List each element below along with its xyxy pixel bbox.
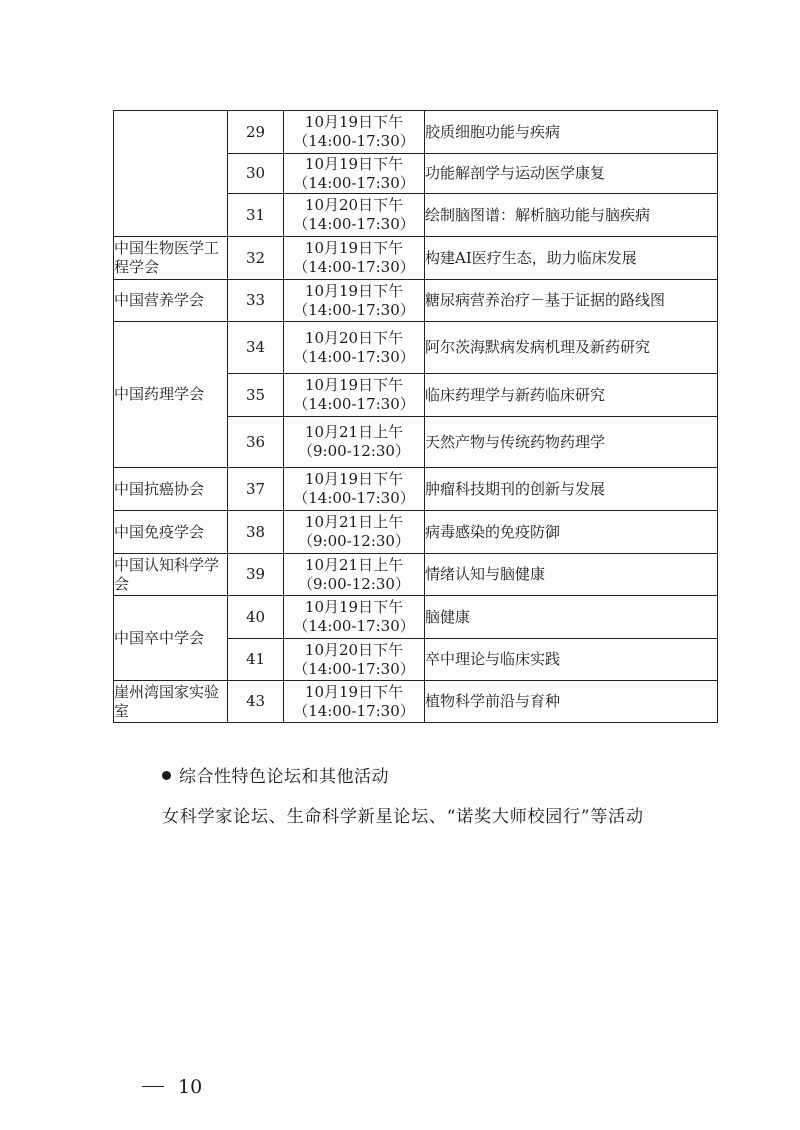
time-cell (284, 681, 425, 723)
forum-hours: （14:00-17:30） (293, 701, 415, 720)
table-row (114, 511, 718, 554)
forum-topic: 病毒感染的免疫防御 (425, 511, 718, 554)
time-cell (284, 554, 425, 596)
forum-number: 32 (228, 237, 284, 280)
forum-topic: 功能解剖学与运动医学康复 (425, 154, 718, 194)
organizer-name: 中国药理学会 (114, 322, 228, 468)
forum-hours: （14:00-17:30） (293, 617, 415, 635)
organizer-name: 中国生物医学工程学会 (114, 237, 228, 280)
forum-hours: （14:00-17:30） (293, 489, 415, 507)
time-cell (284, 596, 425, 639)
forum-hours: （14:00-17:30） (293, 347, 415, 366)
forum-topic: 肿瘤科技期刊的创新与发展 (425, 468, 718, 511)
organizer-name: 中国免疫学会 (114, 511, 228, 554)
forum-number: 43 (228, 681, 284, 723)
dash-icon (142, 1086, 164, 1088)
forum-topic: 构建AI医疗生态，助力临床发展 (425, 237, 718, 280)
forum-number: 34 (228, 322, 284, 374)
forum-hours: （14:00-17:30） (293, 258, 415, 276)
time-cell (284, 639, 425, 681)
section-body-text: 女科学家论坛、生命科学新星论坛、“诺奖大师校园行”等活动 (162, 807, 644, 827)
forum-date: 10月21日上午 (304, 513, 404, 531)
forum-hours: （9:00-12:30） (298, 574, 410, 593)
forum-topic: 情绪认知与脑健康 (425, 554, 718, 596)
forum-topic: 阿尔茨海默病发病机理及新药研究 (425, 322, 718, 374)
time-cell (284, 468, 425, 511)
table-row (114, 280, 718, 322)
forum-topic: 胶质细胞功能与疾病 (425, 111, 718, 154)
forum-hours: （14:00-17:30） (293, 132, 415, 150)
forum-date: 10月20日下午 (304, 196, 404, 214)
table-row (114, 596, 718, 639)
organizer-name: 中国认知科学学会 (114, 554, 228, 596)
org-cell-continued (114, 111, 228, 237)
forum-date: 10月20日下午 (304, 640, 404, 659)
section-title-text: 综合性特色论坛和其他活动 (179, 767, 389, 787)
forum-schedule-table (113, 110, 718, 723)
forum-number: 35 (228, 374, 284, 417)
forum-number: 38 (228, 511, 284, 554)
page-number: 10 (178, 1076, 203, 1098)
organizer-name: 中国营养学会 (114, 280, 228, 322)
forum-date: 10月20日下午 (304, 328, 404, 347)
forum-date: 10月19日下午 (304, 470, 404, 488)
table-row (114, 322, 718, 374)
forum-date: 10月19日下午 (304, 376, 404, 394)
forum-date: 10月19日下午 (304, 113, 404, 131)
table-row (114, 237, 718, 280)
time-cell (284, 511, 425, 554)
table-row (114, 111, 718, 154)
time-cell (284, 237, 425, 280)
forum-number: 31 (228, 194, 284, 237)
table-row (114, 681, 718, 723)
organizer-name: 崖州湾国家实验室 (114, 681, 228, 723)
forum-date: 10月21日上午 (304, 423, 404, 441)
table-row (114, 554, 718, 596)
forum-number: 29 (228, 111, 284, 154)
forum-hours: （14:00-17:30） (293, 215, 415, 233)
organizer-name: 中国卒中学会 (114, 596, 228, 681)
forum-hours: （14:00-17:30） (293, 659, 415, 678)
forum-hours: （9:00-12:30） (298, 532, 410, 550)
forum-number: 36 (228, 417, 284, 468)
table-row (114, 468, 718, 511)
time-cell (284, 417, 425, 468)
forum-hours: （14:00-17:30） (293, 395, 415, 413)
forum-topic: 脑健康 (425, 596, 718, 639)
forum-topic: 天然产物与传统药物药理学 (425, 417, 718, 468)
time-cell (284, 322, 425, 374)
forum-number: 41 (228, 639, 284, 681)
forum-hours: （9:00-12:30） (298, 442, 410, 460)
forum-date: 10月19日下午 (304, 154, 404, 173)
forum-date: 10月21日上午 (304, 555, 404, 574)
forum-number: 37 (228, 468, 284, 511)
forum-number: 33 (228, 280, 284, 322)
forum-date: 10月19日下午 (304, 281, 404, 300)
bullet-icon (162, 771, 171, 780)
forum-topic: 卒中理论与临床实践 (425, 639, 718, 681)
section-heading (162, 762, 389, 787)
time-cell (284, 111, 425, 154)
time-cell (284, 374, 425, 417)
time-cell (284, 280, 425, 322)
forum-number: 39 (228, 554, 284, 596)
forum-date: 10月19日下午 (304, 239, 404, 257)
forum-number: 40 (228, 596, 284, 639)
forum-topic: 植物科学前沿与育种 (425, 681, 718, 723)
page-footer (142, 1076, 202, 1098)
forum-number: 30 (228, 154, 284, 194)
organizer-name: 中国抗癌协会 (114, 468, 228, 511)
forum-hours: （14:00-17:30） (293, 173, 415, 192)
forum-topic: 绘制脑图谱：解析脑功能与脑疾病 (425, 194, 718, 237)
forum-topic: 糖尿病营养治疗－基于证据的路线图 (425, 280, 718, 322)
forum-topic: 临床药理学与新药临床研究 (425, 374, 718, 417)
time-cell (284, 194, 425, 237)
time-cell (284, 154, 425, 194)
forum-date: 10月19日下午 (304, 598, 404, 616)
forum-hours: （14:00-17:30） (293, 300, 415, 319)
forum-date: 10月19日下午 (304, 682, 404, 701)
